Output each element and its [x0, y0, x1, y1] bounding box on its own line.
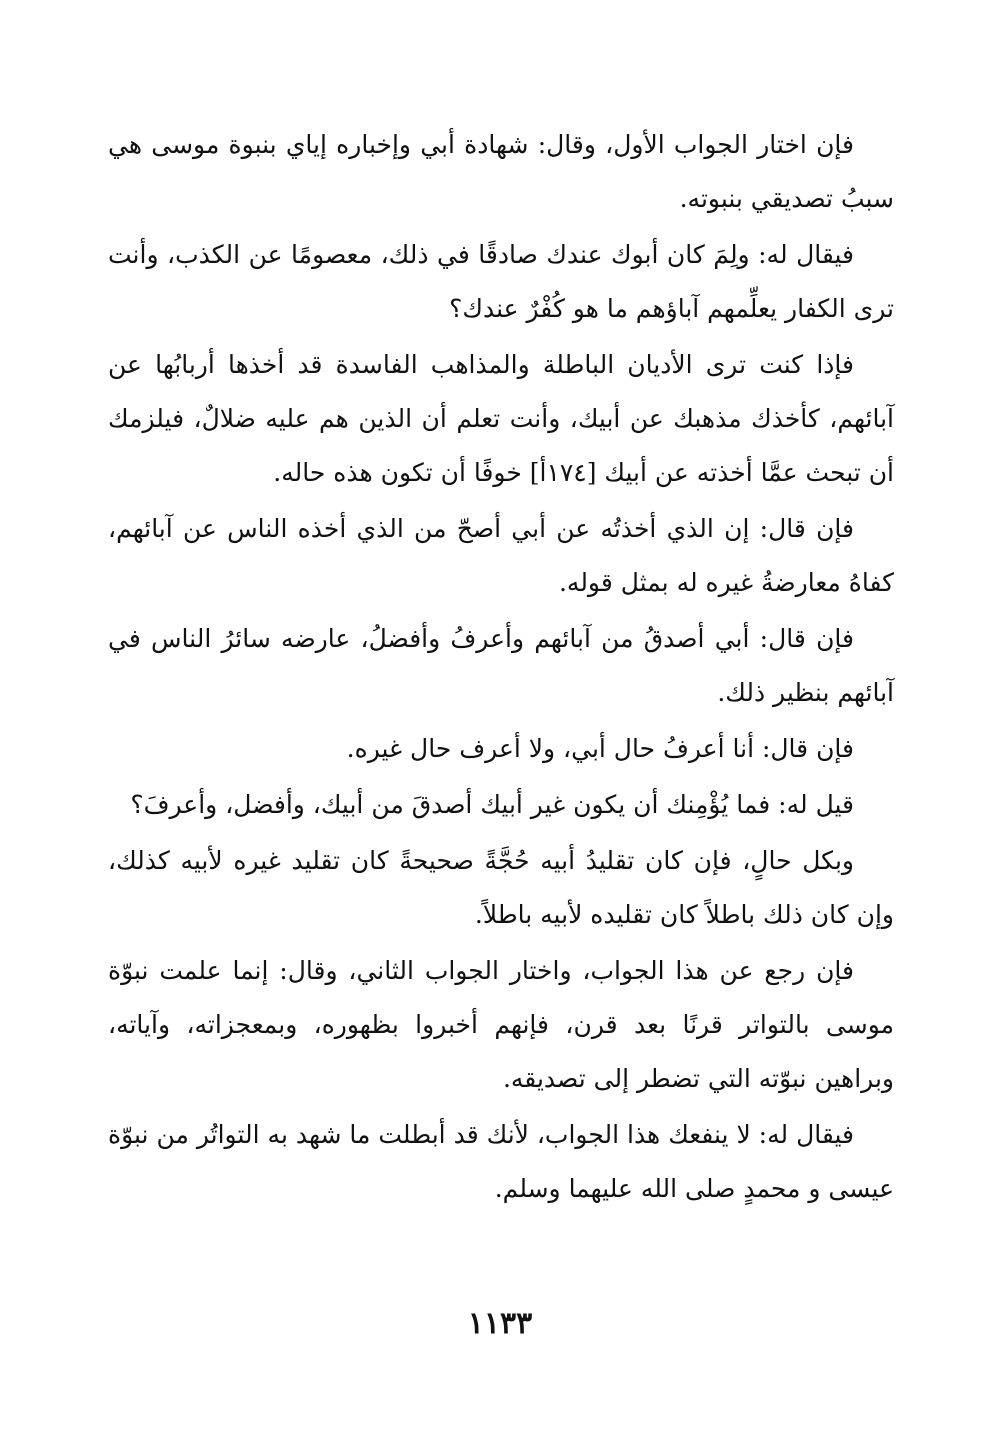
paragraph-9: فإن رجع عن هذا الجواب، واختار الجواب الثاني، وقال: إنما علمت نبوّة موسى بالتواتر قرنًا بعد قرن، فإنهم أخبروا بظهوره، وبمعجزاته، وآياته، وبراهين نبوّته التي تضطر إلى تصديقه.	[108, 956, 894, 1093]
paragraph-3: فإذا كنت ترى الأديان الباطلة والمذاهب الفاسدة قد أخذها أربابُها عن آبائهم، كأخذك مذهبك عن أبيك، وأنت تعلم أن الذين هم عليه ضلالٌ، فيلزمك أن تبحث عمَّا أخذته عن أبيك [١٧٤أ] خوفًا أن تكون هذه حاله.	[108, 350, 894, 487]
paragraph-1: فإن اختار الجواب الأول، وقال: شهادة أبي وإخباره إياي بنبوة موسى هي سببُ تصديقي بنبوته.	[108, 130, 894, 213]
page-number: ١١٣٣	[467, 1306, 533, 1341]
paragraph-5: فإن قال: أبي أصدقُ من آبائهم وأعرفُ وأفضلُ، عارضه سائرُ الناس في آبائهم بنظير ذلك.	[108, 624, 894, 707]
paragraph-10: فيقال له: لا ينفعك هذا الجواب، لأنك قد أبطلت ما شهد به التواتُر من نبوّة عيسى و محمدٍ صلى الله عليهما وسلم.	[108, 1120, 894, 1203]
paragraph-2: فيقال له: ولِمَ كان أبوك عندك صادقًا في ذلك، معصومًا عن الكذب، وأنت ترى الكفار يعلِّمهم آباؤهم ما هو كُفْرٌ عندك؟	[108, 240, 894, 323]
paragraph-7: قيل له: فما يُؤْمِنك أن يكون غير أبيك أصدقَ من أبيك، وأفضل، وأعرفَ؟	[130, 790, 854, 819]
body-text	[108, 118, 894, 1218]
paragraph-8: وبكل حالٍ، فإن كان تقليدُ أبيه حُجَّةً صحيحةً كان تقليد غيره لأبيه كذلك، وإن كان ذلك باطلاً كان تقليده لأبيه باطلاً.	[108, 846, 894, 929]
paragraph-4: فإن قال: إن الذي أخذتُه عن أبي أصحّ من الذي أخذه الناس عن آبائهم، كفاهُ معارضةُ غيره له بمثل قوله.	[108, 514, 894, 597]
paragraph-6: فإن قال: أنا أعرفُ حال أبي، ولا أعرف حال غيره.	[346, 734, 854, 763]
